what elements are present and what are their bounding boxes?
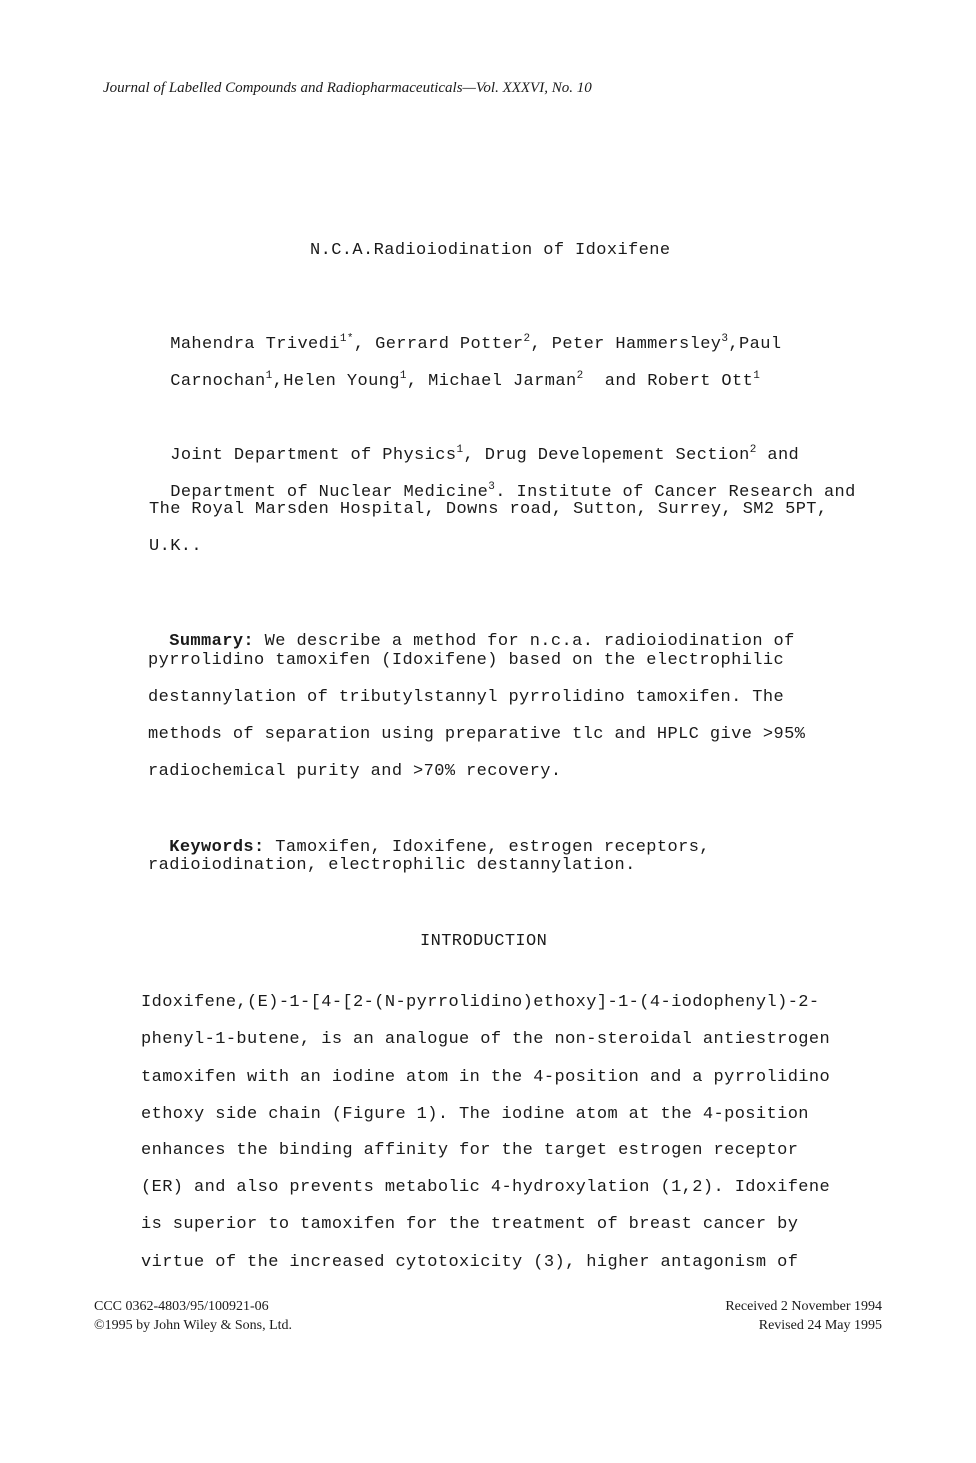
- author-affil-mark: 1*: [339, 333, 354, 345]
- author-affil-mark: 1: [265, 370, 273, 382]
- keywords-label: Keywords:: [169, 838, 265, 857]
- intro-line: tamoxifen with an iodine atom in the 4-position and a pyrrolidino: [141, 1068, 831, 1087]
- affiliation-line-2: Department of Nuclear Medicine$^3$. Institute of Cancer Research and: [170, 481, 856, 502]
- author-name: Robert Ott: [647, 372, 754, 391]
- intro-line: virtue of the increased cytotoxicity (3), higher antagonism of: [141, 1253, 799, 1272]
- author-name: Peter Hammersley: [551, 335, 722, 354]
- summary-line: destannylation of tributylstannyl pyrrolidino tamoxifen. The: [148, 688, 785, 707]
- author-name: Helen Young: [283, 372, 400, 391]
- footer-right: [725, 1297, 882, 1335]
- author-name: Paul: [739, 335, 782, 354]
- author-affil-mark: 2: [523, 333, 531, 345]
- summary-line: pyrrolidino tamoxifen (Idoxifene) based on the electrophilic: [148, 651, 785, 670]
- summary-line-1: Summary: We describe a method for n.c.a. radioiodination of: [169, 632, 795, 651]
- author-name: Carnochan: [170, 372, 266, 391]
- intro-line: Idoxifene,(E)-1-[4-[2-(N-pyrrolidino)ethoxy]-1-(4-iodophenyl)-2-: [141, 993, 820, 1012]
- issn-line: CCC 0362-4803/95/100921-06: [94, 1299, 269, 1314]
- summary-label: Summary:: [169, 632, 255, 651]
- affiliation-line-3: The Royal Marsden Hospital, Downs road, Sutton, Surrey, SM2 5PT,: [149, 500, 828, 519]
- author-affil-mark: 1: [399, 370, 407, 382]
- received-date: Received 2 November 1994: [725, 1299, 882, 1314]
- intro-line: (ER) and also prevents metabolic 4-hydroxylation (1,2). Idoxifene: [141, 1178, 831, 1197]
- author-affil-mark: 3: [721, 333, 729, 345]
- affiliation-line-1: Joint Department of Physics$^1$, Drug Developement Section$^2$ and: [170, 444, 800, 465]
- intro-line: enhances the binding affinity for the target estrogen receptor: [141, 1141, 799, 1160]
- summary-line: methods of separation using preparative tlc and HPLC give >95%: [148, 725, 806, 744]
- copyright-line: ©1995 by John Wiley & Sons, Ltd.: [94, 1318, 293, 1333]
- intro-line: ethoxy side chain (Figure 1). The iodine atom at the 4-position: [141, 1105, 809, 1124]
- revised-date: Revised 24 May 1995: [758, 1318, 882, 1333]
- affiliation-line-4: U.K..: [149, 537, 203, 556]
- authors-line-1: Mahendra Trivedi$^{1*}$, Gerrard Potter$^2$, Peter Hammersley$^3$,Paul: [170, 333, 782, 354]
- author-name: Michael Jarman: [428, 372, 577, 391]
- introduction-heading: INTRODUCTION: [420, 932, 548, 951]
- keywords-line-1: Keywords: Tamoxifen, Idoxifene, estrogen receptors,: [169, 838, 710, 857]
- intro-line: is superior to tamoxifen for the treatment of breast cancer by: [141, 1215, 799, 1234]
- author-affil-mark: 2: [576, 370, 584, 382]
- keywords-line: radioiodination, electrophilic destannylation.: [148, 856, 636, 875]
- authors-line-2: Carnochan$^1$,Helen Young$^1$, Michael Jarman$^2$ and Robert Ott$^1$: [170, 370, 761, 391]
- author-name: Gerrard Potter: [375, 335, 524, 354]
- intro-line: phenyl-1-butene, is an analogue of the non-steroidal antiestrogen: [141, 1030, 831, 1049]
- footer-left: [94, 1297, 292, 1335]
- article-title: N.C.A.Radioiodination of Idoxifene: [310, 241, 671, 260]
- author-affil-mark: 1: [753, 370, 761, 382]
- journal-header: Journal of Labelled Compounds and Radiopharmaceuticals—Vol. XXXVI, No. 10: [103, 80, 592, 96]
- author-name: Mahendra Trivedi: [170, 335, 340, 354]
- summary-line: radiochemical purity and >70% recovery.: [148, 762, 562, 781]
